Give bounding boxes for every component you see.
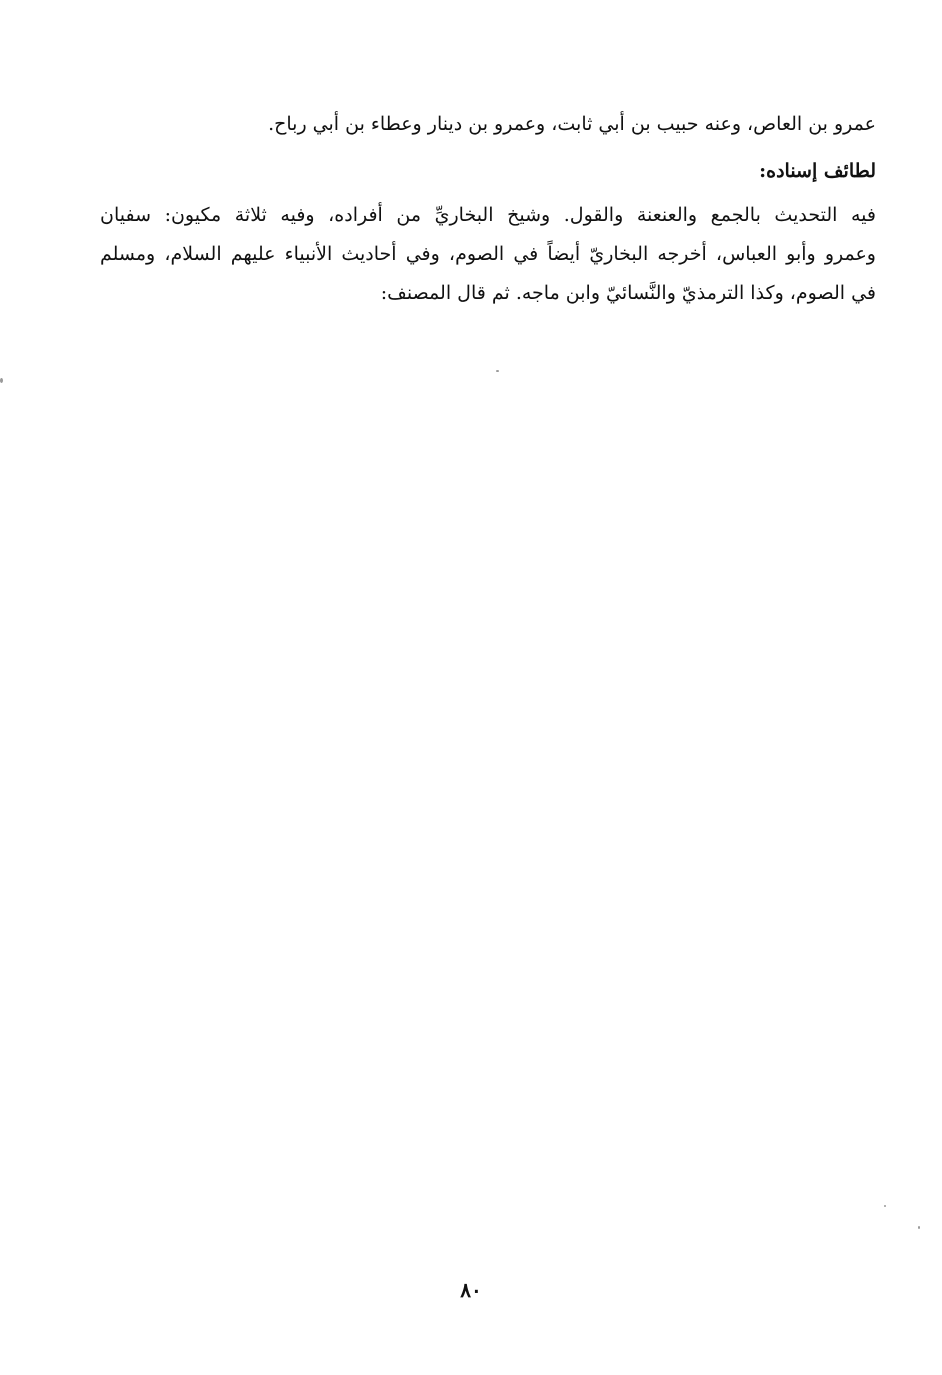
intro-text xyxy=(100,110,876,139)
scan-speck xyxy=(918,1226,920,1229)
scan-speck xyxy=(496,370,499,372)
scan-speck xyxy=(884,1205,886,1207)
paragraph-line: وعمرو وأبو العباس، أخرجه البخاريّ أيضاً في الصوم، وفي أحاديث الأنبياء عليهم السلام، ومسلم xyxy=(100,243,876,265)
section-heading xyxy=(100,157,876,186)
paragraph-line: في الصوم، وكذا الترمذيّ والنَّسائيّ وابن ماجه. ثم قال المصنف: xyxy=(380,282,876,304)
intro-line: عمرو بن العاص، وعنه حبيب بن أبي ثابت، وعمرو بن دينار وعطاء بن أبي رباح. xyxy=(268,113,876,135)
page-number: ٨٠ xyxy=(460,1278,482,1302)
scan-speck xyxy=(0,378,3,383)
body-paragraph xyxy=(100,201,876,318)
paragraph-line: فيه التحديث بالجمع والعنعنة والقول. وشيخ البخاريِّ من أفراده، وفيه ثلاثة مكيون: سفيان xyxy=(100,204,876,226)
heading-text: لطائف إسناده: xyxy=(759,160,876,182)
